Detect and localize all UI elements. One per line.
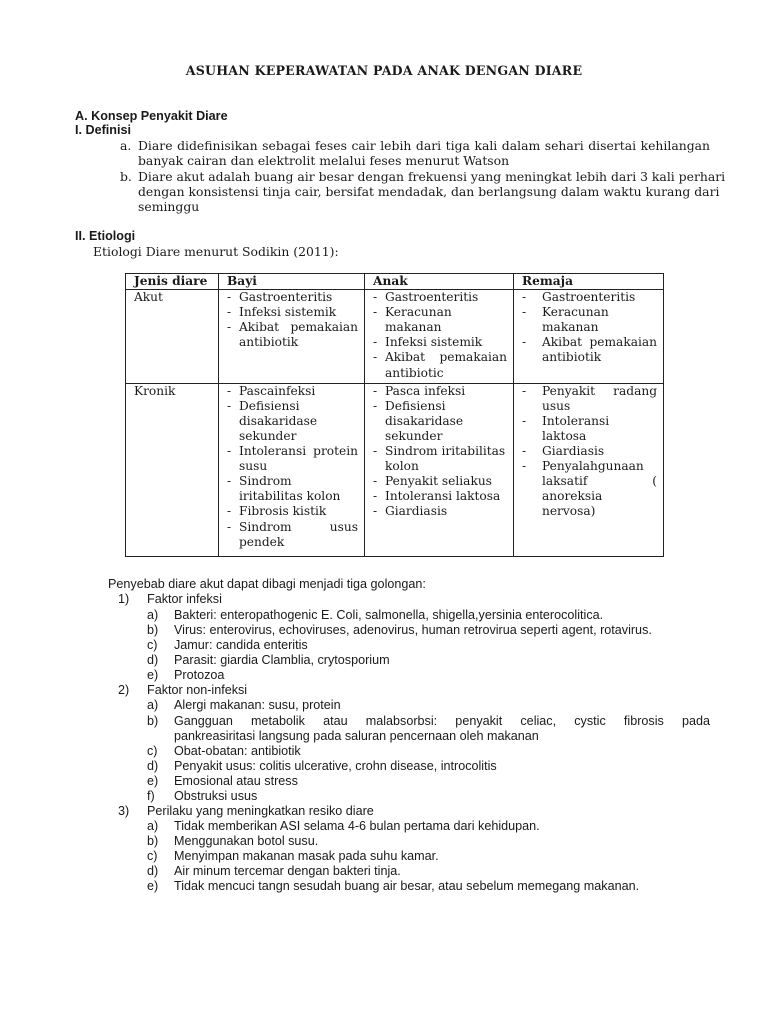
definition-b-line2: dengan konsistensi tinja cair, bersifat mendadak, dan berlangsung dalam waktu kurang dari	[138, 184, 720, 199]
g3-item-text: Air minum tercemar dengan bakteri tinja.	[174, 864, 401, 878]
etiologi-table	[125, 273, 664, 557]
definition-a-line1: Diare didefinisikan sebagai feses cair lebih dari tiga kali dalam sehari disertai kehilangan	[138, 138, 710, 153]
group1-title: Faktor infeksi	[147, 592, 222, 606]
group2-title: Faktor non-infeksi	[147, 683, 248, 697]
section-i-heading: I. Definisi	[75, 123, 131, 137]
definition-a-line2: banyak cairan dan elektrolit melalui feses menurut Watson	[138, 153, 510, 168]
causes-intro: Penyebab diare akut dapat dibagi menjadi tiga golongan:	[108, 577, 426, 591]
list-item: - Akibat pemakaian antibiotic	[373, 350, 507, 380]
kronik-remaja-list	[522, 384, 657, 520]
g3-item-marker: c)	[147, 849, 158, 863]
list-item: - Gastroenteritis	[522, 290, 657, 305]
group3-marker: 3)	[118, 804, 130, 818]
g1-item-marker: b)	[147, 623, 159, 637]
g2-item-text: Penyakit usus: colitis ulcerative, crohn disease, introcolitis	[174, 759, 497, 773]
group3-title: Perilaku yang meningkatkan resiko diare	[147, 804, 374, 818]
table-row-kronik	[126, 383, 664, 556]
g1-item-text: Bakteri: enteropathogenic E. Coli, salmonella, shigella,yersinia enterocolitica.	[174, 608, 604, 622]
list-item: - Giardiasis	[522, 444, 657, 459]
akut-anak-list	[373, 290, 507, 381]
g2-item-text-cont: pankreasiritasi langsung pada saluran pencernaan oleh makanan	[174, 729, 539, 743]
g3-item-marker: a)	[147, 819, 159, 833]
g2-item-marker: a)	[147, 698, 159, 712]
g2-item-text: Emosional atau stress	[174, 774, 298, 788]
g3-item-text: Tidak memberikan ASI selama 4-6 bulan pertama dari kehidupan.	[174, 819, 540, 833]
g3-item-marker: e)	[147, 879, 159, 893]
kronik-anak-list	[373, 384, 507, 520]
list-item: - Gastroenteritis	[373, 290, 507, 305]
g1-item-marker: a)	[147, 608, 159, 622]
g3-item-text: Tidak mencuci tangn sesudah buang air besar, atau sebelum memegang makanan.	[174, 879, 640, 893]
list-item: - Akibat pemakaian antibiotik	[522, 335, 657, 365]
header-jenis-diare: Jenis diare	[126, 274, 219, 290]
list-item: - Sindrom usus pendek	[227, 520, 358, 550]
list-item: - Giardiasis	[373, 504, 507, 519]
list-item: - Defisiensi disakaridase sekunder	[227, 399, 358, 444]
document-title: ASUHAN KEPERAWATAN PADA ANAK DENGAN DIARE	[185, 63, 583, 78]
row-label-kronik: Kronik	[126, 383, 219, 556]
list-item: - Penyakit radang usus	[522, 384, 657, 414]
kronik-bayi-list	[227, 384, 358, 550]
group1-marker: 1)	[118, 592, 130, 606]
g2-item-marker: f)	[147, 789, 155, 803]
list-item: - Sindrom iritabilitas kolon	[373, 444, 507, 474]
g2-item-marker: d)	[147, 759, 159, 773]
list-item: - Gastroenteritis	[227, 290, 358, 305]
g3-item-text: Menyimpan makanan masak pada suhu kamar.	[174, 849, 439, 863]
list-item: - Keracunan makanan	[522, 305, 657, 335]
akut-remaja-list	[522, 290, 657, 365]
g2-item-marker: b)	[147, 714, 159, 728]
g1-item-text: Jamur: candida enteritis	[174, 638, 308, 652]
header-anak: Anak	[365, 274, 514, 290]
row-label-akut: Akut	[126, 290, 219, 384]
list-item: - Intoleransi laktosa	[373, 489, 507, 504]
g2-item-text: Obstruksi usus	[174, 789, 258, 803]
g1-item-text: Virus: enterovirus, echoviruses, adenovirus, human retrovirua seperti agent, rotavirus.	[174, 623, 652, 637]
akut-bayi-list	[227, 290, 358, 350]
etiologi-intro: Etiologi Diare menurut Sodikin (2011):	[93, 244, 339, 259]
section-a-heading: A. Konsep Penyakit Diare	[75, 109, 228, 123]
definition-b-line3: seminggu	[138, 199, 200, 214]
list-item: - Intoleransi protein susu	[227, 444, 358, 474]
list-item: - Fibrosis kistik	[227, 504, 358, 519]
table-row-akut	[126, 290, 664, 384]
g2-item-marker: e)	[147, 774, 159, 788]
g3-item-marker: d)	[147, 864, 159, 878]
g1-item-text: Protozoa	[174, 668, 225, 682]
g3-item-marker: b)	[147, 834, 159, 848]
list-item: - Defisiensi disakaridase sekunder	[373, 399, 507, 444]
table-header-row	[126, 274, 664, 290]
header-bayi: Bayi	[219, 274, 365, 290]
section-ii-heading: II. Etiologi	[75, 229, 136, 243]
header-remaja: Remaja	[514, 274, 664, 290]
list-item: - Pasca infeksi	[373, 384, 507, 399]
g1-item-marker: d)	[147, 653, 159, 667]
definition-a-marker: a.	[120, 138, 132, 153]
list-item: - Penyalahgunaan laksatif ( anoreksia nervosa)	[522, 459, 657, 519]
g3-item-text: Menggunakan botol susu.	[174, 834, 319, 848]
list-item: - Akibat pemakaian antibiotik	[227, 320, 358, 350]
list-item: - Sindrom iritabilitas kolon	[227, 474, 358, 504]
group2-marker: 2)	[118, 683, 130, 697]
g2-item-text: Obat-obatan: antibiotik	[174, 744, 301, 758]
list-item: - Pascainfeksi	[227, 384, 358, 399]
g2-item-text: Gangguan metabolik atau malabsorbsi: penyakit celiac, cystic fibrosis pada	[174, 714, 710, 728]
g2-item-text: Alergi makanan: susu, protein	[174, 698, 341, 712]
g1-item-marker: e)	[147, 668, 159, 682]
g1-item-text: Parasit: giardia Clamblia, crytosporium	[174, 653, 390, 667]
definition-b-marker: b.	[120, 169, 132, 184]
list-item: - Keracunan makanan	[373, 305, 507, 335]
list-item: - Penyakit seliakus	[373, 474, 507, 489]
list-item: - Infeksi sistemik	[227, 305, 358, 320]
g2-item-marker: c)	[147, 744, 158, 758]
list-item: - Intoleransi laktosa	[522, 414, 657, 444]
g1-item-marker: c)	[147, 638, 158, 652]
definition-b-line1: Diare akut adalah buang air besar dengan frekuensi yang meningkat lebih dari 3 kali perhari	[138, 169, 726, 184]
list-item: - Infeksi sistemik	[373, 335, 507, 350]
